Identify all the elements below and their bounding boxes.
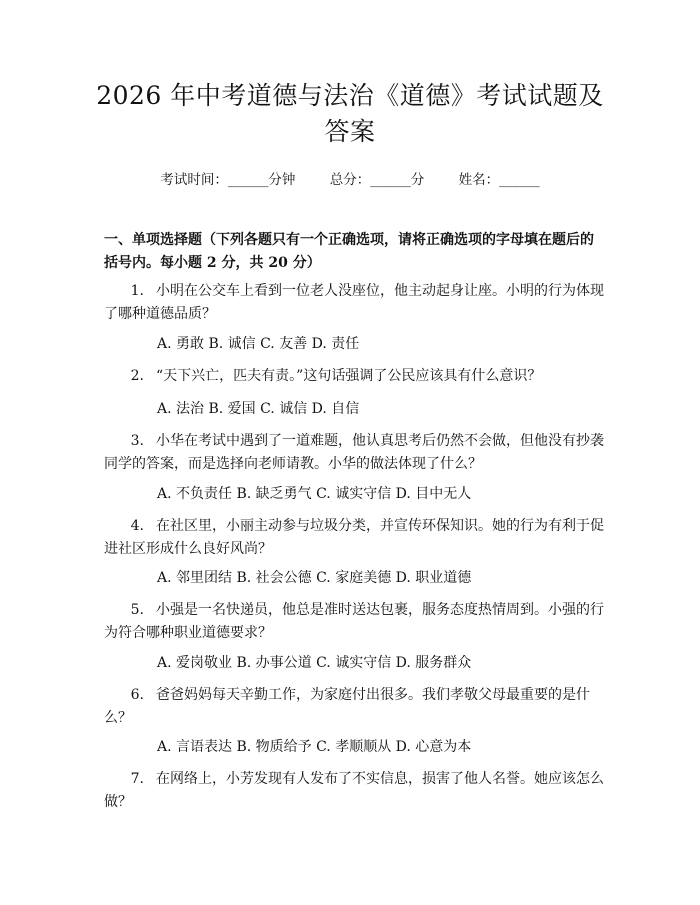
question-6 — [104, 684, 604, 730]
section-heading-line-1: 一、单项选择题（下列各题只有一个正确选项，请将正确选项的字母填在题后的 — [104, 232, 594, 248]
question-text-line-1: 在社区里，小丽主动参与垃圾分类，并宣传环保知识。她的行为有利于促 — [156, 518, 604, 534]
question-3-options: A. 不负责任 B. 缺乏勇气 C. 诚实守信 D. 目中无人 — [157, 486, 472, 502]
question-text-line-2: 为符合哪种职业道德要求？ — [104, 625, 272, 641]
question-3 — [104, 430, 604, 476]
question-text-line-2: 同学的答案，而是选择向老师请教。小华的做法体现了什么？ — [104, 456, 482, 472]
title-line-1: 2026 年中考道德与法治《道德》考试试题及 — [96, 81, 604, 110]
question-number: 2. — [130, 368, 144, 384]
question-text-line-1: 小华在考试中遇到了一道难题，他认真思考后仍然不会做，但他没有抄袭 — [156, 433, 604, 449]
exam-info-row — [0, 168, 700, 188]
question-text-line-1: 小强是一名快递员，他总是准时送达包裹，服务态度热情周到。小强的行 — [156, 602, 604, 618]
question-1-options: A. 勇敢 B. 诚信 C. 友善 D. 责任 — [157, 336, 360, 352]
title-line-2: 答案 — [324, 117, 376, 146]
question-number: 6. — [130, 687, 144, 703]
question-number: 1. — [130, 283, 144, 299]
question-text-line-1: 小明在公交车上看到一位老人没座位，他主动起身让座。小明的行为体现 — [156, 283, 604, 299]
question-5 — [104, 599, 604, 645]
name-field: 姓名：______ — [458, 172, 540, 188]
question-number: 5. — [130, 602, 144, 618]
question-text-line-2: 做？ — [104, 794, 132, 810]
total-score-field: 总分：______分 — [329, 172, 425, 188]
question-2 — [104, 365, 604, 388]
question-text-line-1: 爸爸妈妈每天辛勤工作，为家庭付出很多。我们孝敬父母最重要的是什 — [156, 687, 590, 703]
question-5-options: A. 爱岗敬业 B. 办事公道 C. 诚实守信 D. 服务群众 — [157, 655, 472, 671]
question-4-options: A. 邻里团结 B. 社会公德 C. 家庭美德 D. 职业道德 — [157, 570, 472, 586]
question-number: 3. — [130, 433, 144, 449]
page-title — [70, 78, 630, 150]
question-number: 4. — [130, 518, 144, 534]
question-text-line-2: 进社区形成什么良好风尚？ — [104, 541, 272, 557]
question-4 — [104, 515, 604, 561]
question-2-options: A. 法治 B. 爱国 C. 诚信 D. 自信 — [157, 401, 360, 417]
question-text-line-2: 了哪种道德品质？ — [104, 306, 216, 322]
question-1 — [104, 280, 604, 326]
question-text-line-2: 么？ — [104, 710, 132, 726]
section-heading-line-2: 括号内。每小题 2 分，共 20 分） — [104, 255, 321, 271]
exam-time-field: 考试时间：______分钟 — [160, 172, 296, 188]
question-text-line-1: 在网络上，小芳发现有人发布了不实信息，损害了他人名誉。她应该怎么 — [156, 771, 604, 787]
question-7 — [104, 768, 604, 814]
question-6-options: A. 言语表达 B. 物质给予 C. 孝顺顺从 D. 心意为本 — [157, 739, 472, 755]
section-heading — [104, 229, 604, 275]
question-text-line-1: “天下兴亡，匹夫有责。”这句话强调了公民应该具有什么意识？ — [156, 368, 542, 384]
question-number: 7. — [130, 771, 144, 787]
